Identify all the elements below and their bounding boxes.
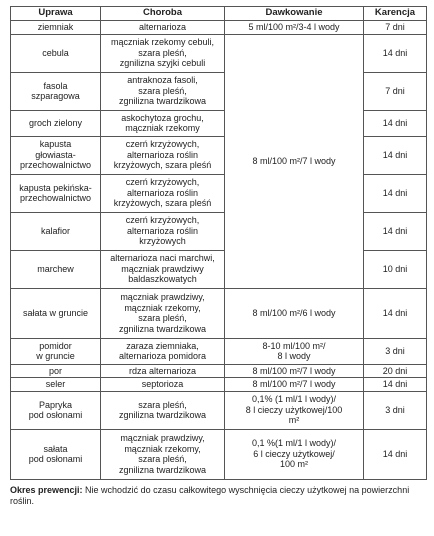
cell-line: 6 l cieczy użytkowej/ bbox=[253, 448, 335, 459]
cell-line: alternarioza pomidora bbox=[118, 351, 207, 361]
crop-cell bbox=[11, 72, 101, 110]
table-row bbox=[11, 110, 427, 136]
cell-line: alternarioza roślin bbox=[126, 187, 199, 198]
cell-line: mączniak prawdziwy, bbox=[120, 292, 205, 302]
cell-line: mączniak prawdziwy, bbox=[120, 433, 205, 443]
crop-cell bbox=[11, 136, 101, 174]
document bbox=[10, 6, 426, 507]
cell-line: zaraza ziemniaka, bbox=[126, 340, 199, 351]
disease-cell bbox=[101, 364, 225, 378]
cell-line: 8 l cieczy użytkowej/100 bbox=[245, 404, 343, 415]
table-row bbox=[11, 174, 427, 212]
dose-cell bbox=[225, 338, 364, 364]
crop-cell bbox=[11, 288, 101, 338]
karencja-cell: 14 dni bbox=[364, 212, 427, 250]
table-row bbox=[11, 378, 427, 392]
cell-line: czerń krzyżowych, bbox=[125, 215, 200, 226]
cell-line: pod osłonami bbox=[28, 410, 83, 420]
cell-line: szara pleśń, bbox=[138, 47, 187, 58]
table-row bbox=[11, 338, 427, 364]
karencja-cell: 14 dni bbox=[364, 174, 427, 212]
cell-line: kapusta bbox=[39, 139, 72, 150]
table-header-row bbox=[11, 7, 427, 21]
dose-cell bbox=[225, 429, 364, 479]
disease-cell bbox=[101, 174, 225, 212]
cell-line: 8 ml/100 m²/6 l wody bbox=[252, 307, 336, 318]
cell-line: pod osłonami bbox=[28, 454, 83, 464]
dose-cell bbox=[225, 288, 364, 338]
cell-line: krzyżowych bbox=[139, 236, 186, 247]
table-row bbox=[11, 364, 427, 378]
cell-line: askochytoza grochu, bbox=[121, 112, 204, 123]
disease-cell bbox=[101, 391, 225, 429]
cell-line: kalafior bbox=[40, 225, 70, 236]
crop-cell bbox=[11, 364, 101, 378]
cell-line: zgnilizna twardzikowa bbox=[118, 464, 207, 475]
karencja-cell: 7 dni bbox=[364, 21, 427, 35]
dose-cell bbox=[225, 391, 364, 429]
header-crop: Uprawa bbox=[11, 7, 101, 21]
cell-line: 0,1% (1 ml/1 l wody)/ bbox=[251, 394, 337, 405]
cell-line: 100 m² bbox=[279, 459, 308, 470]
cell-line: 5 ml/100 m²/3-4 l wody bbox=[248, 22, 340, 32]
disease-cell bbox=[101, 338, 225, 364]
header-karencja: Karencja bbox=[364, 7, 427, 21]
footnote-text: Nie wchodzić do czasu całkowitego wyschnięcia cieczy użytkowej na powierzchni roślin. bbox=[10, 484, 410, 506]
crop-cell bbox=[11, 21, 101, 35]
dose-cell bbox=[225, 21, 364, 35]
cell-line: 0,1 %(1 ml/1 l wody)/ bbox=[251, 438, 337, 449]
dose-cell-merged: 8 ml/100 m²/7 l wody bbox=[225, 34, 364, 288]
karencja-cell: 3 dni bbox=[364, 338, 427, 364]
cell-line: szara pleśń, bbox=[138, 399, 187, 410]
cell-line: seler bbox=[45, 379, 66, 389]
crop-cell bbox=[11, 391, 101, 429]
table-row bbox=[11, 34, 427, 72]
header-dose: Dawkowanie bbox=[225, 7, 364, 21]
cell-line: mączniak rzekomy bbox=[125, 123, 200, 133]
cell-line: zgnilizna twardzikowa bbox=[118, 323, 207, 334]
crop-cell bbox=[11, 378, 101, 392]
table-row bbox=[11, 250, 427, 288]
cell-line: szara pleśń, bbox=[138, 454, 187, 464]
disease-cell bbox=[101, 34, 225, 72]
footnote bbox=[10, 485, 426, 507]
table-row bbox=[11, 288, 427, 338]
disease-cell bbox=[101, 21, 225, 35]
disease-cell bbox=[101, 110, 225, 136]
cell-line: szara pleśń, bbox=[138, 313, 187, 323]
crop-cell bbox=[11, 174, 101, 212]
cell-line: alternarioza naci marchwi, bbox=[110, 253, 215, 264]
crop-cell bbox=[11, 110, 101, 136]
cell-line: zgnilizna twardzikowa bbox=[118, 410, 207, 420]
cell-line: pomidor bbox=[39, 340, 72, 351]
karencja-cell: 14 dni bbox=[364, 288, 427, 338]
disease-cell bbox=[101, 136, 225, 174]
table-row bbox=[11, 429, 427, 479]
disease-cell bbox=[101, 288, 225, 338]
cell-line: mączniak rzekomy cebuli, bbox=[110, 37, 215, 48]
cell-line: 8 ml/100 m²/7 l wody bbox=[252, 379, 336, 389]
karencja-cell: 14 dni bbox=[364, 136, 427, 174]
dose-cell bbox=[225, 364, 364, 378]
cell-line: zgnilizna szyjki cebuli bbox=[119, 58, 206, 69]
cell-line: baldaszkowatych bbox=[128, 274, 197, 285]
crop-cell bbox=[11, 338, 101, 364]
cell-line: 8-10 ml/100 m²/ bbox=[262, 340, 326, 351]
crop-cell bbox=[11, 212, 101, 250]
cell-line: fasola bbox=[43, 80, 68, 91]
cell-line: mączniak prawdziwy bbox=[121, 263, 204, 274]
cell-line: antraknoza fasoli, bbox=[127, 75, 198, 86]
cell-line: ziemniak bbox=[37, 22, 74, 32]
crop-cell bbox=[11, 429, 101, 479]
footnote-label: Okres prewencji: bbox=[10, 484, 83, 495]
cell-line: 8 l wody bbox=[277, 351, 311, 361]
cell-line: septorioza bbox=[141, 379, 184, 389]
cell-line: przechowalnictwo bbox=[19, 160, 92, 171]
cell-line: m² bbox=[288, 415, 300, 426]
cell-line: szara pleśń, bbox=[138, 85, 187, 96]
karencja-cell: 14 dni bbox=[364, 378, 427, 392]
table-row bbox=[11, 212, 427, 250]
cell-line: cebula bbox=[42, 47, 69, 58]
table-row bbox=[11, 21, 427, 35]
karencja-cell: 3 dni bbox=[364, 391, 427, 429]
cell-line: por bbox=[48, 365, 62, 376]
table-row bbox=[11, 72, 427, 110]
cell-line: 8 ml/100 m²/7 l wody bbox=[252, 365, 336, 376]
karencja-cell: 14 dni bbox=[364, 110, 427, 136]
karencja-cell: 7 dni bbox=[364, 72, 427, 110]
cell-line: rdza alternarioza bbox=[128, 365, 197, 376]
cell-line: sałata bbox=[43, 443, 68, 454]
header-disease: Choroba bbox=[101, 7, 225, 21]
table-row bbox=[11, 391, 427, 429]
cell-line: mączniak rzekomy, bbox=[124, 443, 201, 454]
cell-line: alternarioza roślin bbox=[126, 225, 199, 236]
crop-cell bbox=[11, 250, 101, 288]
cell-line: kapusta pekińska- bbox=[19, 182, 92, 193]
cell-line: czerń krzyżowych, bbox=[125, 139, 200, 150]
crop-cell bbox=[11, 34, 101, 72]
disease-cell bbox=[101, 429, 225, 479]
cell-line: w gruncie bbox=[36, 351, 75, 361]
cell-line: mączniak rzekomy, bbox=[124, 302, 201, 313]
cell-line: zgnilizna twardzikowa bbox=[118, 96, 207, 107]
disease-cell bbox=[101, 212, 225, 250]
cell-line: krzyżowych, szara pleśń bbox=[113, 160, 212, 171]
cell-line: krzyżowych, szara pleśń bbox=[113, 198, 212, 209]
cell-line: czerń krzyżowych, bbox=[125, 177, 200, 188]
dosage-table bbox=[10, 6, 427, 480]
cell-line: przechowalnictwo bbox=[19, 193, 92, 203]
disease-cell bbox=[101, 250, 225, 288]
cell-line: szparagowa bbox=[31, 91, 80, 101]
cell-line: alternarioza roślin bbox=[126, 149, 199, 160]
cell-line: sałata w gruncie bbox=[22, 307, 89, 318]
cell-line: głowiasta- bbox=[35, 149, 76, 160]
table-row bbox=[11, 136, 427, 174]
disease-cell bbox=[101, 378, 225, 392]
karencja-cell: 14 dni bbox=[364, 34, 427, 72]
cell-line: Papryka bbox=[38, 399, 73, 410]
cell-line: marchew bbox=[37, 263, 74, 274]
karencja-cell: 10 dni bbox=[364, 250, 427, 288]
cell-line: alternarioza bbox=[138, 22, 187, 32]
table-body bbox=[11, 21, 427, 480]
disease-cell bbox=[101, 72, 225, 110]
dose-cell bbox=[225, 378, 364, 392]
karencja-cell: 20 dni bbox=[364, 364, 427, 378]
karencja-cell: 14 dni bbox=[364, 429, 427, 479]
cell-line: groch zielony bbox=[28, 117, 83, 128]
